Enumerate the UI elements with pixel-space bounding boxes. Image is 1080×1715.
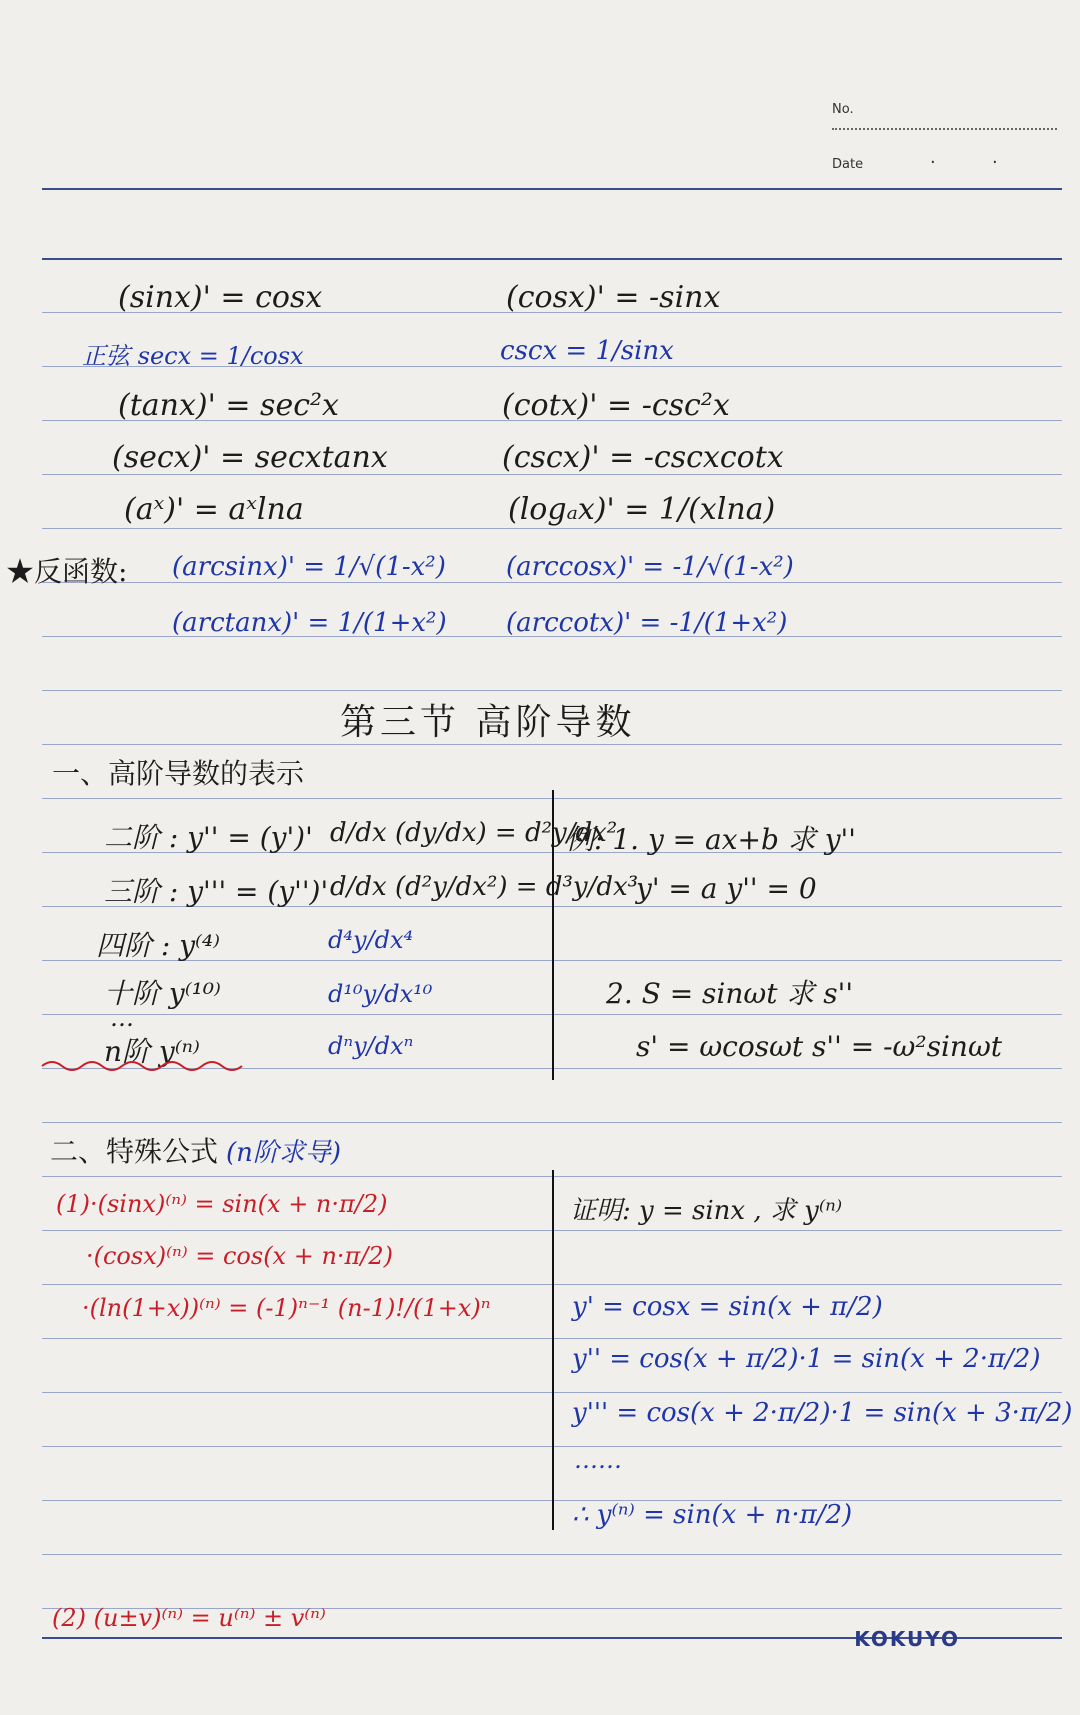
special-formula: (1)·(sinx)⁽ⁿ⁾ = sin(x + n·π/2) <box>56 1190 388 1218</box>
no-dotted-line <box>832 128 1057 130</box>
date-label: Date <box>832 157 864 172</box>
brand-logo: KOKUYO <box>854 1627 960 1651</box>
leibniz-row: d/dx (dy/dx) = d²y/dx² <box>330 818 618 848</box>
column-divider <box>552 1170 554 1530</box>
formula-right: (cscx)' = -cscxcotx <box>502 440 784 475</box>
ruled-line <box>42 582 1062 583</box>
inverse-formula: (arctanx)' = 1/(1+x²) <box>172 608 447 638</box>
formula-right: (cotx)' = -csc²x <box>502 388 730 423</box>
proof-line: ∴ y⁽ⁿ⁾ = sin(x + n·π/2) <box>572 1500 853 1530</box>
formula-right: (cosx)' = -sinx <box>506 280 721 315</box>
proof-line: y''' = cos(x + 2·π/2)·1 = sin(x + 3·π/2) <box>572 1398 1073 1428</box>
order-row: n阶 y⁽ⁿ⁾ <box>104 1035 200 1068</box>
formula-left: (aˣ)' = aˣlna <box>124 492 304 527</box>
part2-heading-note: (n阶求导) <box>226 1138 342 1168</box>
formula-left: (secx)' = secxtanx <box>112 440 388 475</box>
proof-line: y'' = cos(x + π/2)·1 = sin(x + 2·π/2) <box>572 1344 1041 1374</box>
red-wavy-underline <box>40 1058 250 1072</box>
proof-line: y' = cosx = sin(x + π/2) <box>572 1292 883 1322</box>
special-formula: ·(ln(1+x))⁽ⁿ⁾ = (-1)ⁿ⁻¹ (n-1)!/(1+x)ⁿ <box>82 1294 491 1322</box>
date-dot: · <box>930 152 936 173</box>
example-line: 2. S = sinωt 求 s'' <box>606 977 854 1010</box>
order-row: 二阶 : y'' = (y')' <box>104 821 313 854</box>
inverse-formula: (arccotx)' = -1/(1+x²) <box>506 608 788 638</box>
proof-line: …… <box>574 1446 622 1474</box>
leibniz-row: d/dx (d²y/dx²) = d³y/dx³ <box>330 872 639 902</box>
special-formula: ·(cosx)⁽ⁿ⁾ = cos(x + n·π/2) <box>86 1242 394 1270</box>
proof-line: 证明: y = sinx , 求 y⁽ⁿ⁾ <box>570 1196 843 1226</box>
part2-heading: 二、特殊公式 <box>50 1135 219 1168</box>
order-row: … <box>110 1004 134 1032</box>
ruled-line <box>42 1122 1062 1123</box>
header-rule <box>42 188 1062 190</box>
leibniz-row: d¹⁰y/dx¹⁰ <box>328 980 433 1008</box>
inverse-formula: (arccosx)' = -1/√(1-x²) <box>506 552 794 582</box>
date-dot: · <box>992 152 998 173</box>
section-title: 第三节 高阶导数 <box>340 702 636 743</box>
ruled-line <box>42 690 1062 691</box>
ruled-line <box>42 528 1062 529</box>
example-line: 例: 1. y = ax+b 求 y'' <box>566 823 856 856</box>
inverse-formula: (arcsinx)' = 1/√(1-x²) <box>172 552 446 582</box>
example-line: s' = ωcosωt s'' = -ω²sinωt <box>636 1030 1003 1063</box>
order-row: 四阶 : y⁽⁴⁾ <box>96 929 221 962</box>
order-row: 三阶 : y''' = (y'')' <box>104 875 329 908</box>
part1-heading: 一、高阶导数的表示 <box>52 757 305 790</box>
no-label: No. <box>832 102 854 117</box>
formula-right: cscx = 1/sinx <box>500 336 674 366</box>
sum-rule: (2) (u±v)⁽ⁿ⁾ = u⁽ⁿ⁾ ± v⁽ⁿ⁾ <box>52 1604 326 1632</box>
formula-right: (logₐx)' = 1/(xlna) <box>508 492 776 527</box>
formula-left: 正弦 secx = 1/cosx <box>82 342 304 370</box>
leibniz-row: dⁿy/dxⁿ <box>328 1032 414 1060</box>
ruled-line <box>42 1554 1062 1555</box>
inverse-label: ★反函数: <box>6 555 128 588</box>
formula-left: (tanx)' = sec²x <box>118 388 339 423</box>
leibniz-row: d⁴y/dx⁴ <box>328 926 414 954</box>
column-divider <box>552 790 554 1080</box>
formula-left: (sinx)' = cosx <box>118 280 323 315</box>
example-line: y' = a y'' = 0 <box>636 872 817 905</box>
top-rule <box>42 258 1062 260</box>
order-row: 十阶 y⁽¹⁰⁾ <box>104 977 221 1010</box>
